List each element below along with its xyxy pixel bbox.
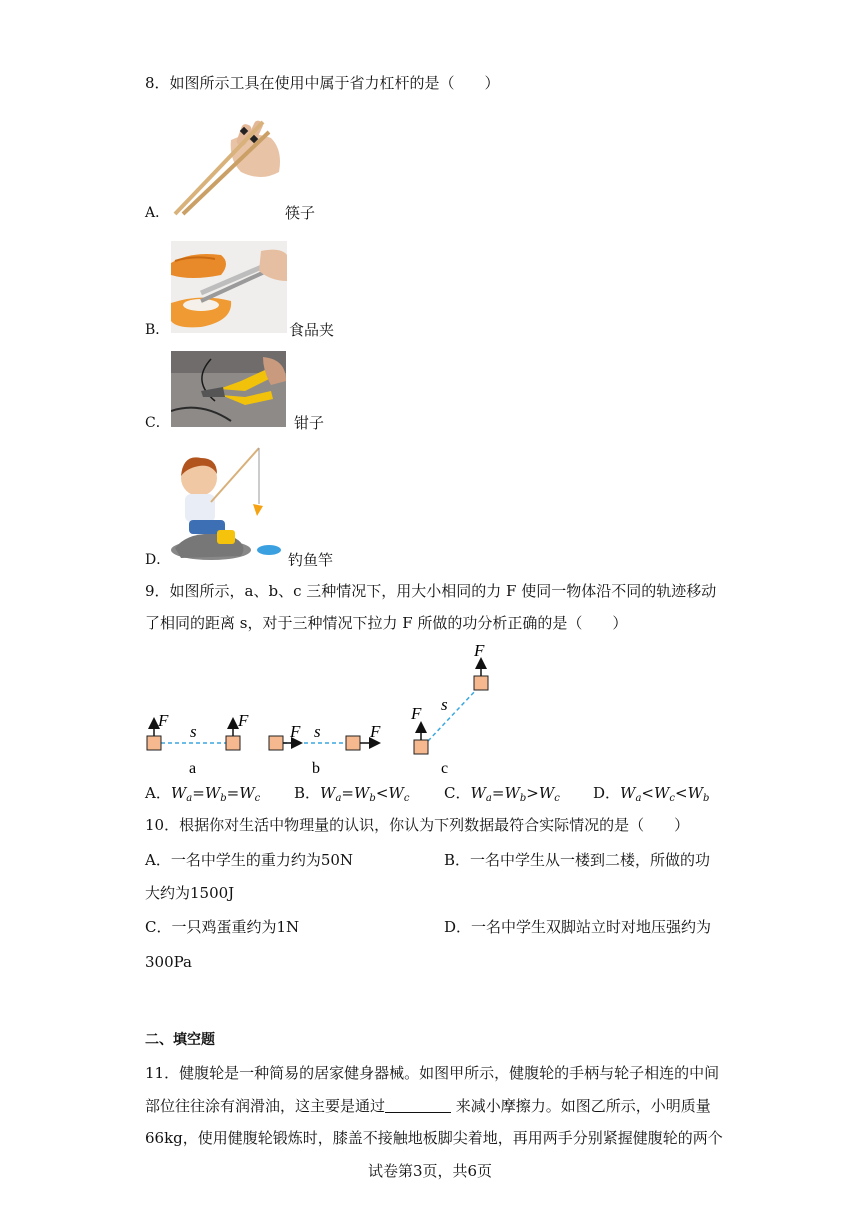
q10-option-a: A．一名中学生的重力约为50N xyxy=(145,851,354,869)
q9-option-d: D．$W_a<W_c<W_b$ xyxy=(593,784,710,804)
diagram-b xyxy=(269,722,381,777)
q11-line3: 66kg，使用健腹轮锻炼时，膝盖不接触地板脚尖着地，再用两手分别紧握健腹轮的两个 xyxy=(145,1129,723,1147)
food-tongs-icon xyxy=(171,241,287,333)
food-tongs-image xyxy=(171,241,287,333)
caption-b: b xyxy=(312,760,320,777)
path-line-c xyxy=(428,690,476,741)
chopsticks-image xyxy=(171,110,283,218)
distance-label-c: s xyxy=(441,695,448,714)
fishing-rod-icon xyxy=(171,440,287,562)
q11-line1: 11．健腹轮是一种简易的居家健身器械。如图甲所示，健腹轮的手柄与轮子相连的中间 xyxy=(145,1064,720,1082)
page-footer: 试卷第3页，共6页 xyxy=(367,1162,493,1180)
chopsticks-icon xyxy=(171,110,283,218)
box-c-end xyxy=(474,676,488,690)
force-label-a2: F xyxy=(238,711,249,730)
q10-option-b-line1: B．一名中学生从一楼到二楼，所做的功 xyxy=(444,851,711,869)
box-a-end xyxy=(226,736,240,750)
distance-label-b: s xyxy=(314,722,321,741)
box-b-start xyxy=(269,736,283,750)
caption-c: c xyxy=(441,760,449,777)
q8-option-a-label: 筷子 xyxy=(285,204,316,222)
q8-option-b-letter: B． xyxy=(145,322,170,338)
q9-option-a: A．$W_a=W_b=W_c$ xyxy=(145,784,261,804)
q8-stem: 8．如图所示工具在使用中属于省力杠杆的是（ ） xyxy=(145,74,500,92)
box-c-start xyxy=(414,740,428,754)
box-a-start xyxy=(147,736,161,750)
force-label-b2: F xyxy=(370,722,381,741)
q11-line2: 部位往往涂有润滑油，这主要是通过 来减小摩擦力。如图乙所示，小明质量 xyxy=(145,1097,711,1115)
section-title: 二、填空题 xyxy=(145,1032,215,1048)
force-label-c1: F xyxy=(411,704,422,723)
q10-option-d-line2: 300Pa xyxy=(145,953,192,971)
pliers-image xyxy=(171,351,286,427)
q9-figure xyxy=(140,638,520,780)
fishing-rod-image xyxy=(171,440,287,562)
box-b-end xyxy=(346,736,360,750)
q8-option-a-letter: A． xyxy=(145,205,170,221)
caption-a: a xyxy=(189,760,197,777)
force-label-c2: F xyxy=(474,641,485,660)
distance-label-a: s xyxy=(190,722,197,741)
q9-stem-line1: 9．如图所示，a、b、c 三种情况下，用大小相同的力 F 使同一物体沿不同的轨迹移动 xyxy=(145,582,717,600)
q9-stem-line2: 了相同的距离 s，对于三种情况下拉力 F 所做的功分析正确的是（ ） xyxy=(145,614,628,632)
force-label-b1: F xyxy=(290,722,301,741)
fill-blank[interactable] xyxy=(385,1096,451,1113)
force-label-a1: F xyxy=(158,711,169,730)
q10-option-d-line1: D．一名中学生双脚站立时对地压强约为 xyxy=(444,918,712,936)
q10-option-c: C．一只鸡蛋重约为1N xyxy=(145,918,300,936)
q10-stem: 10．根据你对生活中物理量的认识，你认为下列数据最符合实际情况的是（ ） xyxy=(145,816,690,834)
q9-option-b: B．$W_a=W_b<W_c$ xyxy=(294,784,410,804)
q10-option-b-line2: 大约为1500J xyxy=(145,884,235,902)
pliers-icon xyxy=(171,351,286,427)
q8-option-c-letter: C． xyxy=(145,415,170,431)
q8-option-d-label: 钓鱼竿 xyxy=(288,551,334,569)
q8-option-d-letter: D． xyxy=(145,552,171,568)
q9-option-c: C．$W_a=W_b>W_c$ xyxy=(444,784,560,804)
diagram-c xyxy=(410,641,488,777)
diagram-a xyxy=(147,711,249,777)
q8-option-c-label: 钳子 xyxy=(294,414,325,432)
q8-option-b-label: 食品夹 xyxy=(289,321,335,339)
